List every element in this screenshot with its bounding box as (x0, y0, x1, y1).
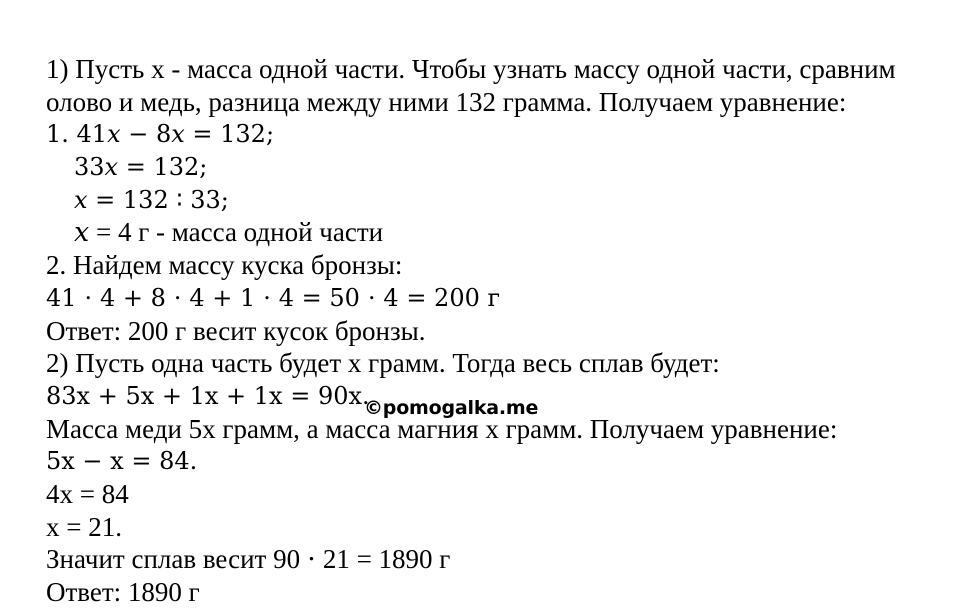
equation-line: 41 ⋅ 4 + 8 ⋅ 4 + 1 ⋅ 4 = 50 ⋅ 4 = 200 г (46, 283, 501, 312)
equation-line: 𝑥 = 4 г - масса одной части (74, 217, 384, 248)
equation-line: 𝑥 = 132 ∶ 33; (74, 185, 229, 214)
equation-line: 5x − x = 84. (46, 447, 198, 476)
equation-line: 4x = 84 (46, 478, 129, 509)
text-line: Масса меди 5х грамм, а масса магния х грамм. Получаем уравнение: (46, 413, 838, 444)
answer-line: Ответ: 1890 г (46, 577, 200, 607)
text-line: 1) Пусть х - масса одной части. Чтобы узнать массу одной части, сравним (46, 54, 896, 84)
text-line: 2) Пусть одна часть будет х грамм. Тогда весь сплав будет: (46, 348, 720, 379)
equation-line: x = 21. (46, 511, 122, 542)
answer-line: Ответ: 200 г весит кусок бронзы. (46, 315, 426, 346)
text-line: олово и медь, разница между ними 132 грамма. Получаем уравнение: (46, 86, 847, 117)
watermark: ©pomogalka.me (364, 397, 539, 419)
solution-text (46, 53, 946, 609)
equation-line: 33𝑥 = 132; (74, 153, 208, 182)
text-line: 2. Найдем массу куска бронзы: (46, 250, 403, 281)
equation-line: 83x + 5x + 1x + 1x = 90x. (46, 381, 370, 410)
text-line: Значит сплав весит 90 ⋅ 21 = 1890 г (46, 544, 451, 575)
equation-line: 1. 41𝑥 − 8𝑥 = 132; (46, 120, 275, 149)
